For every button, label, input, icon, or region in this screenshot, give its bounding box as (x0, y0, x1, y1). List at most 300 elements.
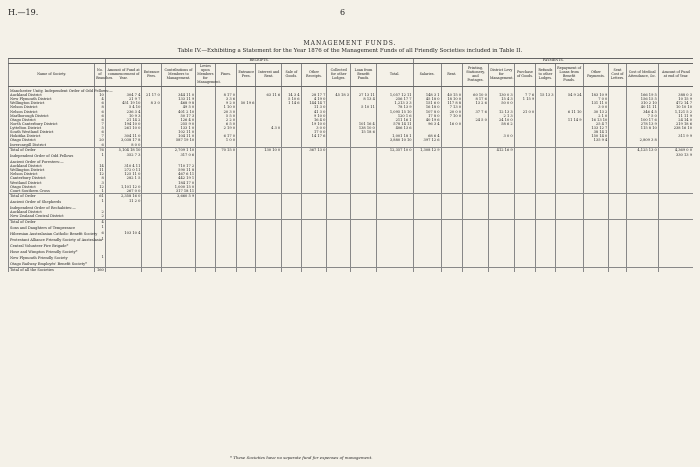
value-cell (376, 260, 413, 267)
value-cell: 1 (95, 152, 106, 158)
value-cell: 184 17 0 (161, 181, 195, 185)
column-header: Levies upon Members for Management. (196, 63, 215, 86)
value-cell: 101 16 4 (351, 122, 377, 126)
value-cell: 28 17 7 (301, 93, 327, 97)
value-cell: 2,709 1 10 (161, 147, 195, 152)
value-cell: 103 10 4 (105, 230, 142, 236)
value-cell: 133 1 0 (161, 126, 195, 130)
value-cell: 5 10 6 (282, 97, 301, 101)
column-header: Other Payments. (583, 63, 609, 86)
page-number: 6 (340, 8, 346, 17)
value-cell (215, 86, 237, 93)
value-cell (282, 260, 301, 267)
value-cell: 4 3 0 (256, 126, 282, 130)
value-cell (142, 86, 161, 93)
value-cell: 49 5 0 (161, 105, 195, 109)
value-cell (196, 260, 215, 267)
value-cell: 41 3 0 (301, 110, 327, 114)
management-funds-table (8, 58, 693, 272)
value-cell: 126 4 0 (161, 118, 195, 122)
value-cell (441, 260, 463, 267)
value-cell: 468 9 8 (161, 101, 195, 105)
value-cell: 3 0 0 (583, 105, 609, 109)
society-name-cell: Hokitika District (9, 134, 95, 138)
value-cell: 4 (95, 219, 106, 224)
value-cell: 2 (95, 214, 106, 219)
value-cell: 14 3 4 (282, 93, 301, 97)
column-header: Rent. (441, 63, 463, 86)
value-cell: 2 2 0 (215, 118, 237, 122)
society-name-cell: Otago District (9, 185, 95, 189)
column-header: No. of Branches. (95, 63, 106, 86)
value-cell: 1,001 18 1 (376, 134, 413, 138)
society-name-cell: Hibernian Australasian Catholic Benefit Society (10, 231, 98, 236)
value-cell: 1,000 15 0 (161, 185, 195, 189)
value-cell: 1 10 0 (215, 105, 237, 109)
value-cell (536, 260, 555, 267)
column-header: Entrance Fees. (142, 63, 161, 86)
value-cell: 1,101 12 0 (105, 185, 142, 189)
value-cell: 8 (95, 105, 106, 109)
value-cell (256, 260, 282, 267)
value-cell: 1,121 5 2 (658, 110, 693, 114)
value-cell: 21 0 0 (514, 110, 536, 114)
value-cell: 10 9 3 (105, 114, 142, 118)
value-cell: 7 7 6 (514, 93, 536, 97)
value-cell (555, 86, 583, 93)
column-header: Total. (376, 63, 413, 86)
value-cell: 12 (95, 185, 106, 189)
value-cell: 8 17 0 (215, 93, 237, 97)
society-name-cell: Manchester Unity, Independent Order of Odd Fellows:— (9, 86, 95, 93)
value-cell (609, 267, 626, 272)
value-cell: 18 10 0 (441, 97, 463, 101)
society-name-cell: Total of all the Societies (9, 267, 95, 272)
value-cell: 20 0 0 (441, 110, 463, 114)
value-cell: 4 (95, 97, 106, 101)
value-cell: 304 11 0 (105, 134, 142, 138)
value-cell (196, 267, 215, 272)
value-cell: 2,358 16 0 (105, 193, 142, 198)
value-cell: 10 10 10 (658, 105, 693, 109)
table-caption: Table IV.—Exhibiting a Statement for the Year 1876 of the Management Funds of all Friendly Societies included in Table II. (177, 48, 523, 54)
society-name-cell: Canterbury District (9, 176, 95, 180)
value-cell: 8 0 0 (105, 143, 142, 148)
value-cell: 14 (95, 164, 106, 168)
value-cell: 352 7 3 (105, 152, 142, 158)
value-cell: 125 11 0 (105, 172, 142, 176)
society-name-cell: Independent Order of Rechabites:— (9, 204, 95, 210)
receipts-group-header: RECEIPTS. (105, 59, 413, 64)
value-cell: 317 0 6 (161, 152, 195, 158)
value-cell: 194 10 0 (105, 122, 142, 126)
society-name-cell: Auckland District (9, 164, 95, 168)
value-cell (376, 267, 413, 272)
value-cell (327, 86, 351, 93)
value-cell: 401 2 10 (161, 110, 195, 114)
value-cell: 12,357 10 0 (376, 147, 413, 152)
value-cell: 138 10 0 (351, 126, 377, 130)
value-cell: 317 18 11 (161, 189, 195, 194)
value-cell: 5,104 18 10 (105, 147, 142, 152)
society-name-cell: Lyttelton District (9, 126, 95, 130)
value-cell: 17 8 0 (413, 114, 441, 118)
section-row (9, 86, 694, 93)
society-name-cell: Protestant Alliance Friendly Society of Australasia (10, 237, 103, 242)
value-cell: 37 7 6 (463, 110, 489, 114)
value-cell: 11 11 9 (658, 114, 693, 118)
value-cell: 261 10 0 (105, 126, 142, 130)
value-cell: 6 (95, 143, 106, 148)
value-cell (536, 267, 555, 272)
value-cell: 219 18 6 (658, 122, 693, 126)
value-cell (555, 260, 583, 267)
value-cell: 5 (95, 126, 106, 130)
value-cell (95, 260, 106, 267)
table-heading: MANAGEMENT FUNDS. (303, 40, 397, 47)
value-cell: 8 (95, 176, 106, 180)
value-cell: 310 4 11 (105, 164, 142, 168)
payments-group-header: PAYMENTS. (413, 59, 693, 64)
value-cell: 10 (95, 93, 106, 97)
value-cell: 16 4 0 (301, 118, 327, 122)
value-cell: 9 2 0 (215, 101, 237, 105)
society-name-cell: South Westland District (9, 130, 95, 134)
value-cell (626, 86, 658, 93)
value-cell: 1 15 9 (514, 97, 536, 101)
value-cell: 78 13 9 (376, 105, 413, 109)
value-cell: 16 13 10 (583, 118, 609, 122)
value-cell (441, 86, 463, 93)
value-cell (161, 267, 195, 272)
value-cell: 255 9 0 (161, 122, 195, 126)
value-cell: 70 15 0 (215, 147, 237, 152)
value-cell (488, 260, 514, 267)
society-name-cell: New Zealand Central District (9, 214, 95, 219)
value-cell (105, 260, 142, 267)
value-cell: 6 (95, 230, 106, 236)
value-cell: 4,369 0 0 (658, 147, 693, 152)
value-cell: 7 (95, 134, 106, 138)
value-cell: 1 14 6 (282, 101, 301, 105)
value-cell: 12 (95, 172, 106, 176)
society-name-cell: Otago Railway Employés' Benefit Society* (9, 260, 95, 267)
society-name-cell: Central Volunteer Fire Brigade* (9, 242, 95, 248)
value-cell: 14 17 6 (301, 134, 327, 138)
value-cell: 100 17 6 (626, 118, 658, 122)
value-cell: 11 2 0 (105, 198, 142, 204)
value-cell: 1 (95, 254, 106, 260)
value-cell: 21 17 0 (142, 93, 161, 97)
value-cell (327, 260, 351, 267)
value-cell (282, 86, 301, 93)
value-cell (161, 86, 195, 93)
value-cell: 2,809 3 8 (626, 138, 658, 142)
value-cell: 267 0 0 (105, 189, 142, 194)
value-cell: 12 13 3 (488, 110, 514, 114)
value-cell: 7 13 0 (441, 105, 463, 109)
value-cell (488, 86, 514, 93)
value-cell: 40 15 0 (441, 93, 463, 97)
value-cell (215, 267, 237, 272)
value-cell: 133 11 9 (161, 97, 195, 101)
value-cell: 15 18 6 (351, 130, 377, 134)
value-cell (488, 267, 514, 272)
value-cell: 20 3 0 (215, 110, 237, 114)
value-cell: 3 (95, 181, 106, 185)
value-cell: 1 (95, 224, 106, 230)
value-cell: 21 9 7 (105, 97, 142, 101)
society-name-cell: New Plymouth Friendly Society (9, 254, 95, 260)
column-header: Fines. (215, 63, 237, 86)
table-body (9, 86, 694, 271)
value-cell: 40 11 11 (626, 105, 658, 109)
value-cell: 3,880 10 10 (376, 138, 413, 142)
value-cell: 397 12 6 (413, 138, 441, 142)
value-cell (441, 267, 463, 272)
value-cell: 76 (95, 147, 106, 152)
value-cell: 1,095 15 10 (376, 110, 413, 114)
value-cell: 6 (95, 130, 106, 134)
value-cell: 115 8 10 (626, 126, 658, 130)
value-cell (514, 86, 536, 93)
value-cell: 40 19 6 (413, 118, 441, 122)
value-cell: 24 5 0 (463, 118, 489, 122)
value-cell: 3 0 0 (301, 126, 327, 130)
society-name-cell: Hose and Wimpton Friendly Society* (9, 248, 95, 254)
column-header: Loan from Benefit Funds. (351, 63, 377, 86)
value-cell: 16 0 0 (441, 122, 463, 126)
society-name-cell: Otago District (9, 118, 95, 122)
value-cell: 102 11 0 (161, 130, 195, 134)
value-cell: 236 3 4 (105, 110, 142, 114)
value-cell: 156 15 5 (626, 97, 658, 101)
value-cell (161, 260, 195, 267)
value-cell: 310 2 10 (626, 101, 658, 105)
value-cell: 130 0 3 (488, 93, 514, 97)
value-cell: 590 11 8 (161, 168, 195, 172)
column-header: Sale of Goods. (282, 63, 301, 86)
value-cell: 58 6 2 (488, 122, 514, 126)
column-header: Printing, Stationery, and Postages. (463, 63, 489, 86)
society-name-cell: Sons and Daughters of Temperance (9, 224, 95, 230)
value-cell: 2 1 3 (488, 114, 514, 118)
value-cell: 13 2 6 (463, 101, 489, 105)
value-cell: 16 18 0 (413, 105, 441, 109)
value-cell: 6 (95, 114, 106, 118)
society-name-cell: Marlborough District (9, 114, 95, 118)
value-cell: 20 (95, 138, 106, 142)
value-cell: 120 1 6 (376, 114, 413, 118)
value-cell: 451 19 10 (105, 101, 142, 105)
value-cell (282, 267, 301, 272)
value-cell: 7 5 0 (626, 114, 658, 118)
value-cell (351, 86, 377, 93)
value-cell: 1,308 12 9 (413, 147, 441, 152)
value-cell: 61 (95, 193, 106, 198)
value-cell: 21 14 2 (105, 118, 142, 122)
society-name-cell: Court Southern Cross (9, 189, 95, 194)
value-cell: 7 0 0 (583, 97, 609, 101)
value-cell: 166 19 5 (626, 93, 658, 97)
value-cell (626, 260, 658, 267)
society-name-cell: Nelson District (9, 172, 95, 176)
value-cell: 3 3 6 (215, 97, 237, 101)
column-header-row (9, 63, 694, 86)
value-cell: 1,057 12 11 (376, 93, 413, 97)
value-cell: 710 17 2 (161, 164, 195, 168)
value-cell (658, 267, 693, 272)
value-cell (237, 260, 256, 267)
value-cell: 406 13 6 (376, 126, 413, 130)
value-cell: 104 11 0 (161, 134, 195, 138)
value-cell: 344 11 0 (161, 93, 195, 97)
column-header: Repayment of Loans from Benefit Funds. (555, 63, 583, 86)
value-cell: 346 4 5 (626, 110, 658, 114)
society-name-cell: Total of Order (9, 147, 95, 152)
value-cell: 282 1 5 (105, 176, 142, 180)
column-header: Name of Society. (9, 63, 95, 86)
value-cell (413, 260, 441, 267)
value-cell: 587 19 10 (161, 138, 195, 142)
value-cell: 45 18 3 (327, 93, 351, 97)
value-cell: 467 6 11 (161, 172, 195, 176)
value-cell: 311 9 9 (658, 134, 693, 138)
value-cell (413, 267, 441, 272)
value-cell: 3,038 17 8 (105, 138, 142, 142)
value-cell: 7 (95, 122, 106, 126)
value-cell: 6 (95, 110, 106, 114)
column-header: Salaries. (413, 63, 441, 86)
value-cell: 148 3 1 (413, 93, 441, 97)
value-cell: 304 7 4 (105, 93, 142, 97)
value-cell: 27 13 11 (351, 93, 377, 97)
value-cell (237, 267, 256, 272)
society-name-cell: Auckland District (9, 210, 95, 214)
value-cell (536, 86, 555, 93)
value-cell: 24 10 0 (488, 118, 514, 122)
value-cell (256, 86, 282, 93)
value-cell: 183 10 9 (583, 93, 609, 97)
value-cell (658, 86, 693, 93)
value-cell: 256 17 7 (376, 97, 413, 101)
value-cell: 117 8 8 (441, 101, 463, 105)
value-cell: 330 13 9 (658, 152, 693, 158)
column-header: District Levy for Management. (488, 63, 514, 86)
value-cell: 11 3 0 (301, 105, 327, 109)
value-cell (626, 267, 658, 272)
column-header: Amount of Fund at end of Year. (658, 63, 693, 86)
society-name-cell: Independent Order of Odd Fellows (9, 152, 95, 158)
society-name-cell: Otago District (9, 138, 95, 142)
value-cell: 11 14 9 (555, 118, 583, 122)
value-cell: 578 14 11 (376, 122, 413, 126)
value-cell (142, 260, 161, 267)
value-cell: 54 9 24 (555, 93, 583, 97)
value-cell: 211 16 1 (376, 118, 413, 122)
value-cell (301, 260, 327, 267)
society-name-cell: North Canterbury District (9, 122, 95, 126)
value-cell (583, 86, 609, 93)
value-cell (514, 260, 536, 267)
value-cell (555, 267, 583, 272)
value-cell: 1 (95, 236, 106, 242)
value-cell (413, 86, 441, 93)
society-name-cell: Nelson District (9, 105, 95, 109)
column-header: Entrance Fees. (237, 63, 256, 86)
value-cell: 1 (95, 198, 106, 204)
value-cell: 10 15 9 (658, 97, 693, 101)
value-cell: 45 18 0 (413, 97, 441, 101)
value-cell: 2 (95, 210, 106, 214)
value-cell: 160 (95, 267, 106, 272)
value-cell: 68 6 4 (413, 134, 441, 138)
society-name-cell: Total of Order (9, 219, 95, 224)
value-cell (514, 267, 536, 272)
value-cell (142, 267, 161, 272)
value-cell (463, 86, 489, 93)
column-header: Contributions of Members to Management. (161, 63, 195, 86)
section-row (9, 260, 694, 267)
value-cell: 278 13 9 (626, 122, 658, 126)
value-cell: 5 4 10 (105, 105, 142, 109)
value-cell: 6 17 0 (215, 134, 237, 138)
value-cell: 6 (95, 118, 106, 122)
column-header: Purchase of Goods. (514, 63, 536, 86)
value-cell: 5 10 11 (351, 105, 377, 109)
value-cell: 63 11 6 (256, 93, 282, 97)
total-row (9, 267, 694, 272)
value-cell (301, 86, 327, 93)
value-cell: 3,660 5 9 (161, 193, 195, 198)
society-name-cell: Ancient Order of Foresters:— (9, 158, 95, 164)
value-cell: 17 0 0 (301, 130, 327, 134)
value-cell: 50 19 6 (237, 101, 256, 105)
value-cell (609, 86, 626, 93)
value-cell: 60 10 0 (463, 93, 489, 97)
society-name-cell: Westland District (9, 181, 95, 185)
value-cell (256, 267, 282, 272)
value-cell (583, 260, 609, 267)
value-cell: 133 12 7 (583, 126, 609, 130)
value-cell: 144 14 7 (301, 101, 327, 105)
page-reference: H.—19. (8, 8, 39, 17)
value-cell (301, 267, 327, 272)
value-cell: 150 14 0 (583, 134, 609, 138)
society-name-cell: New Plymouth District (9, 97, 95, 101)
column-header: Interest and Rent. (256, 63, 282, 86)
value-cell: 272 0 11 (105, 168, 142, 172)
value-cell: 1 0 0 (215, 138, 237, 142)
value-cell: 11 (95, 168, 106, 172)
footnote: * These Societies have no separate fund for expenses of management. (230, 455, 373, 460)
value-cell (215, 260, 237, 267)
value-cell: 96 3 4 (413, 122, 441, 126)
value-cell: 238 16 10 (658, 126, 693, 130)
value-cell: 4,125 13 0 (626, 147, 658, 152)
value-cell: 3 0 0 (488, 134, 514, 138)
value-cell (376, 86, 413, 93)
value-cell: 412 16 9 (488, 147, 514, 152)
value-cell (583, 267, 609, 272)
value-cell: 442 19 1 (161, 176, 195, 180)
column-header: Refunds to other Lodges. (536, 63, 555, 86)
value-cell: 24 14 0 (658, 118, 693, 122)
value-cell: 15 4 3 (488, 97, 514, 101)
value-cell: 6 (95, 101, 106, 105)
value-cell: 151 6 0 (413, 101, 441, 105)
value-cell: 8 13 4 (351, 97, 377, 101)
